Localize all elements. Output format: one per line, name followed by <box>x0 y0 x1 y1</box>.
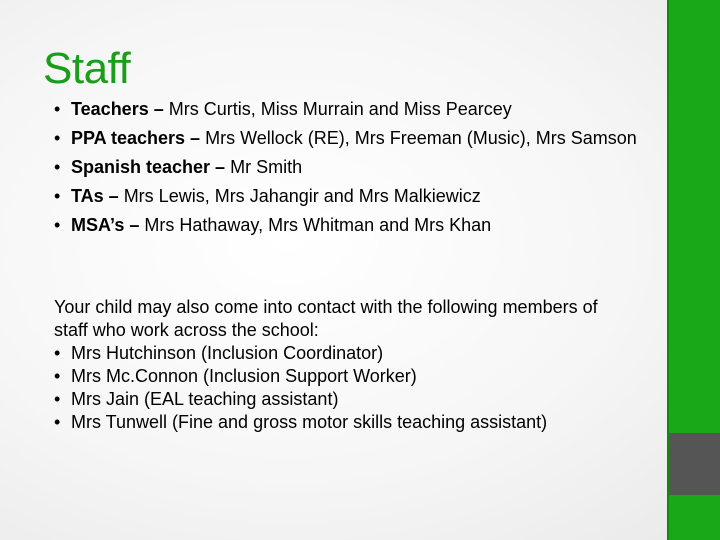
school-wide-staff-list <box>54 342 654 434</box>
bullet: • <box>54 186 61 206</box>
list-item <box>54 342 654 365</box>
staff-role: MSA’s – <box>71 215 145 235</box>
list-item <box>54 388 654 411</box>
staff-entry: Mrs Hutchinson (Inclusion Coordinator) <box>71 343 384 363</box>
staff-entry: Mrs Jain (EAL teaching assistant) <box>71 389 339 409</box>
list-item <box>54 214 654 237</box>
list-item <box>54 98 654 121</box>
bullet: • <box>54 366 61 386</box>
list-item <box>54 365 654 388</box>
bullet: • <box>54 99 61 119</box>
staff-role: Spanish teacher – <box>71 157 231 177</box>
list-item <box>54 156 654 179</box>
list-item <box>54 127 654 150</box>
bullet: • <box>54 412 61 432</box>
sidebar-stripe <box>667 0 720 540</box>
staff-names: Mrs Lewis, Mrs Jahangir and Mrs Malkiewicz <box>123 186 481 206</box>
bullet: • <box>54 215 61 235</box>
staff-role: TAs – <box>71 186 124 206</box>
staff-list <box>54 98 654 243</box>
bullet: • <box>54 389 61 409</box>
staff-names: Mr Smith <box>230 157 303 177</box>
staff-role: Teachers – <box>71 99 169 119</box>
list-item <box>54 185 654 208</box>
bullet: • <box>54 128 61 148</box>
list-item <box>54 411 654 434</box>
staff-names: Mrs Wellock (RE), Mrs Freeman (Music), Mrs Samson <box>205 128 637 148</box>
bullet: • <box>54 157 61 177</box>
slide-title: Staff <box>43 44 131 93</box>
staff-entry: Mrs Tunwell (Fine and gross motor skills teaching assistant) <box>71 412 548 432</box>
staff-role: PPA teachers – <box>71 128 206 148</box>
bullet: • <box>54 343 61 363</box>
intro-paragraph: Your child may also come into contact with the following members of staff who work across the school: <box>54 297 598 340</box>
staff-names: Mrs Hathaway, Mrs Whitman and Mrs Khan <box>144 215 492 235</box>
staff-entry: Mrs Mc.Connon (Inclusion Support Worker) <box>71 366 417 386</box>
sidebar-gray-block <box>669 433 720 495</box>
staff-names: Mrs Curtis, Miss Murrain and Miss Pearcey <box>168 99 512 119</box>
